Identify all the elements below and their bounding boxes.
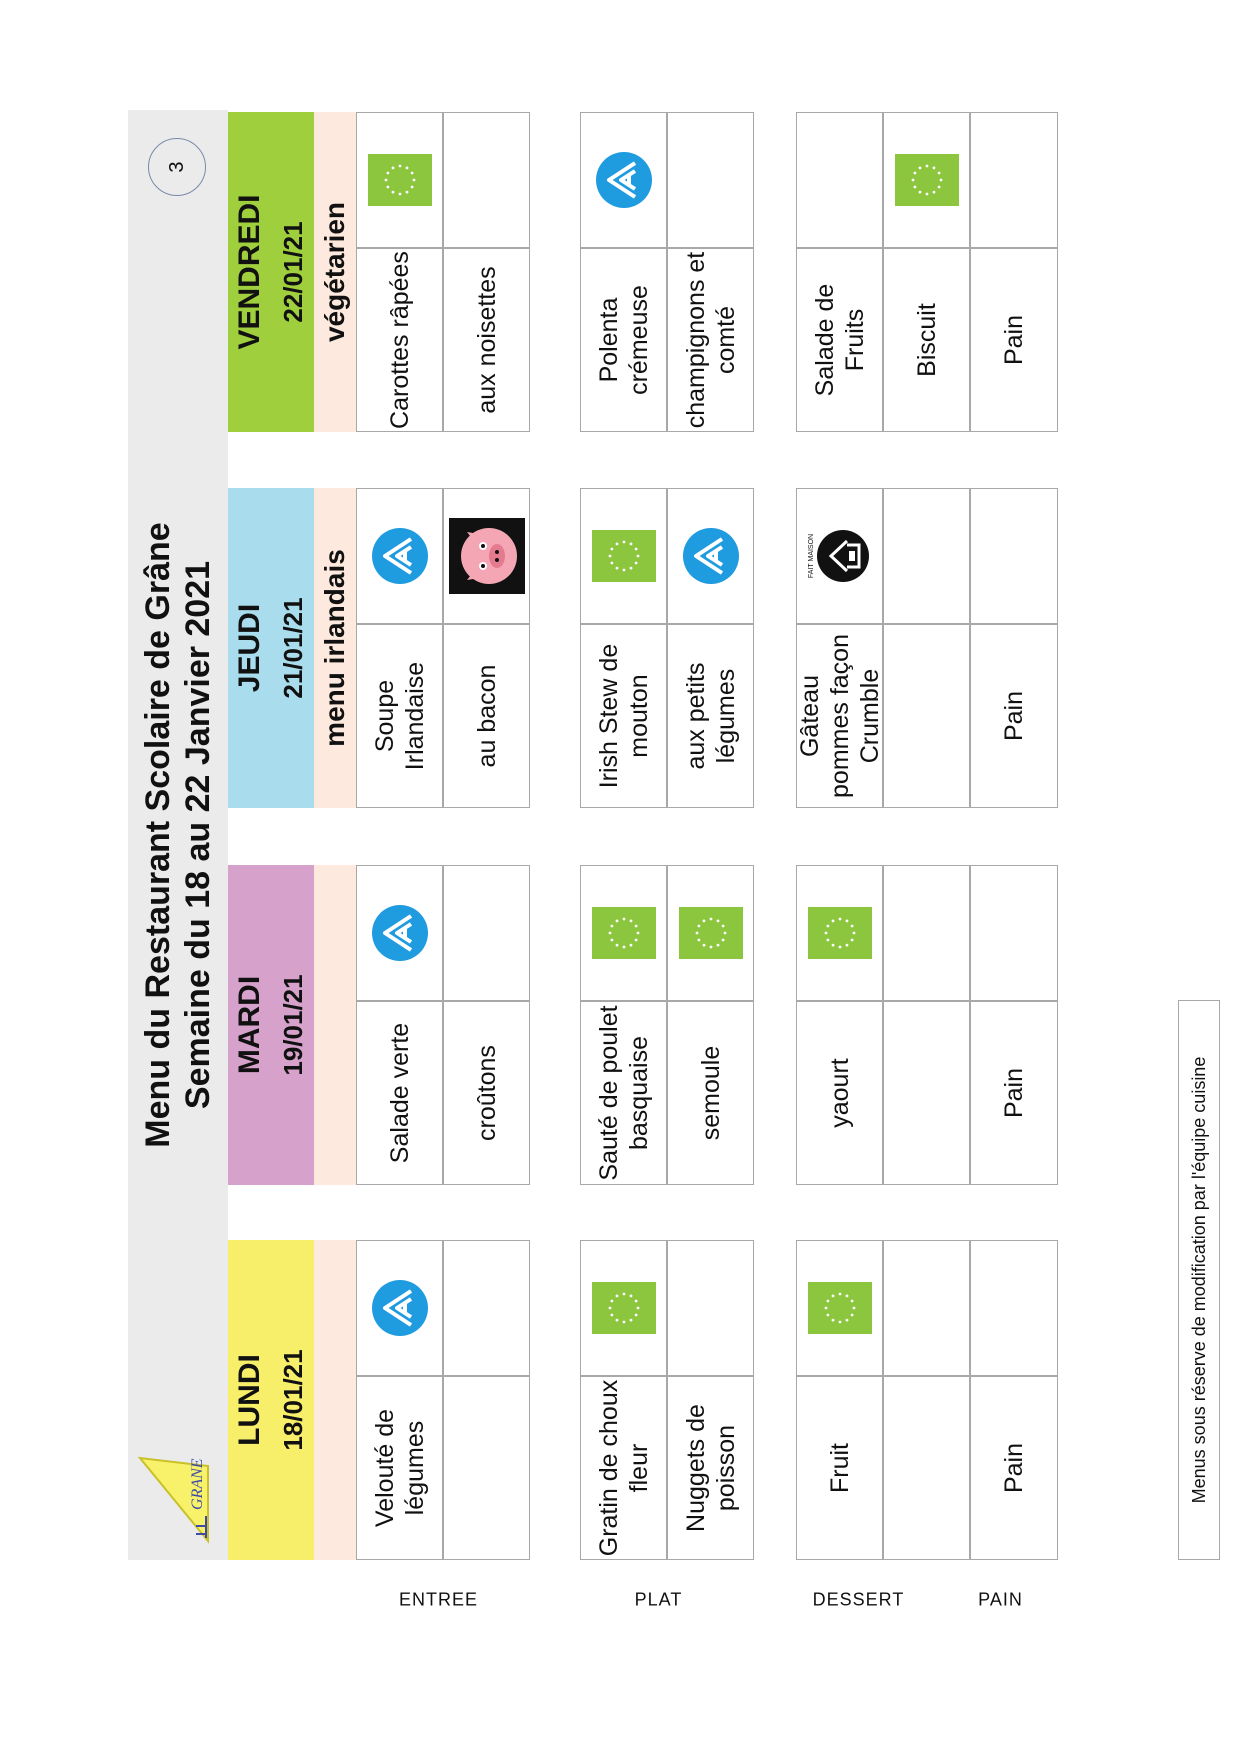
day-theme [314, 865, 356, 1185]
entree-badge-cell-2 [443, 865, 530, 1001]
footer-note: Menus sous réserve de modification par l'équipe cuisine [1178, 1000, 1220, 1560]
logo-text: GRANE [189, 1458, 206, 1510]
organic-leaf-icon [796, 865, 883, 1001]
organic-leaf-icon [883, 112, 970, 248]
day-name: JEUDI [228, 488, 273, 808]
entree-line-2: au bacon [443, 624, 530, 808]
day-theme [314, 1240, 356, 1560]
dessert-line-1: Gâteau pommes façon Crumble [796, 624, 883, 808]
local-icon [667, 488, 754, 624]
pain-cell: Pain [970, 248, 1058, 432]
local-icon [356, 1240, 443, 1376]
dessert-badge-cell-1 [796, 112, 883, 248]
dessert-line-2 [883, 624, 970, 808]
plat-badge-cell-2 [667, 1240, 754, 1376]
organic-leaf-icon [580, 865, 667, 1001]
dessert-badge-cell-2 [883, 488, 970, 624]
dessert-line-2: Biscuit [883, 248, 970, 432]
page-title: Menu du Restaurant Scolaire de Grâne [139, 522, 177, 1148]
entree-line-2: aux noisettes [443, 248, 530, 432]
dessert-line-2 [883, 1376, 970, 1560]
local-icon [356, 865, 443, 1001]
pain-cell: Pain [970, 1376, 1058, 1560]
menu-sheet [128, 110, 1209, 1610]
day-name: LUNDI [228, 1240, 273, 1560]
plat-badge-cell-2 [667, 112, 754, 248]
plat-line-2: champignons et comté [667, 248, 754, 432]
entree-line-1: Soupe Irlandaise [356, 624, 443, 808]
homemade-icon [796, 488, 883, 624]
day-theme: menu irlandais [314, 488, 356, 808]
dessert-line-2 [883, 1001, 970, 1185]
homemade-label: FAIT MAISON [807, 533, 815, 579]
organic-leaf-icon [667, 865, 754, 1001]
dessert-line-1: Fruit [796, 1376, 883, 1560]
plat-line-1: Irish Stew de mouton [580, 624, 667, 808]
dessert-badge-cell-2 [883, 1240, 970, 1376]
pain-badge-cell [970, 865, 1058, 1001]
day-date: 21/01/21 [272, 488, 315, 808]
pain-badge-cell [970, 112, 1058, 248]
day-column-mardi [228, 865, 1058, 1185]
plat-line-2: Nuggets de poisson [667, 1376, 754, 1560]
plat-line-1: Sauté de poulet basquaise [580, 1001, 667, 1185]
plat-line-1: Gratin de choux fleur [580, 1376, 667, 1560]
day-column-jeudi [228, 488, 1058, 808]
row-label-pain: PAIN [978, 1589, 1023, 1610]
plat-line-1: Polenta crémeuse [580, 248, 667, 432]
day-name: MARDI [228, 865, 273, 1185]
organic-leaf-icon [796, 1240, 883, 1376]
pain-badge-cell [970, 488, 1058, 624]
organic-leaf-icon [356, 112, 443, 248]
day-column-lundi [228, 1240, 1058, 1560]
page-number: 3 [148, 138, 206, 196]
dessert-line-1: yaourt [796, 1001, 883, 1185]
plat-line-2: semoule [667, 1001, 754, 1185]
organic-leaf-icon [580, 488, 667, 624]
pork-icon [443, 488, 530, 624]
dessert-badge-cell-2 [883, 865, 970, 1001]
day-column-vendredi [228, 112, 1058, 432]
local-icon [580, 112, 667, 248]
day-name: VENDREDI [228, 112, 273, 432]
row-label-entree: ENTREE [398, 1589, 478, 1610]
plat-line-2: aux petits légumes [667, 624, 754, 808]
organic-leaf-icon [580, 1240, 667, 1376]
page-subtitle: Semaine du 18 au 22 Janvier 2021 [179, 560, 217, 1110]
local-icon [356, 488, 443, 624]
entree-line-2: croûtons [443, 1001, 530, 1185]
pain-cell: Pain [970, 624, 1058, 808]
row-label-plat: PLAT [634, 1589, 683, 1610]
day-date: 22/01/21 [272, 112, 315, 432]
day-date: 18/01/21 [272, 1240, 315, 1560]
dessert-line-1: Salade de Fruits [796, 248, 883, 432]
entree-badge-cell-2 [443, 112, 530, 248]
entree-line-1: Velouté de légumes [356, 1376, 443, 1560]
entree-badge-cell-2 [443, 1240, 530, 1376]
day-theme: végétarien [314, 112, 356, 432]
entree-line-2 [443, 1376, 530, 1560]
day-date: 19/01/21 [272, 865, 315, 1185]
entree-line-1: Salade verte [356, 1001, 443, 1185]
entree-line-1: Carottes râpées [356, 248, 443, 432]
row-label-dessert: DESSERT [812, 1589, 905, 1610]
pain-cell: Pain [970, 1001, 1058, 1185]
pain-badge-cell [970, 1240, 1058, 1376]
